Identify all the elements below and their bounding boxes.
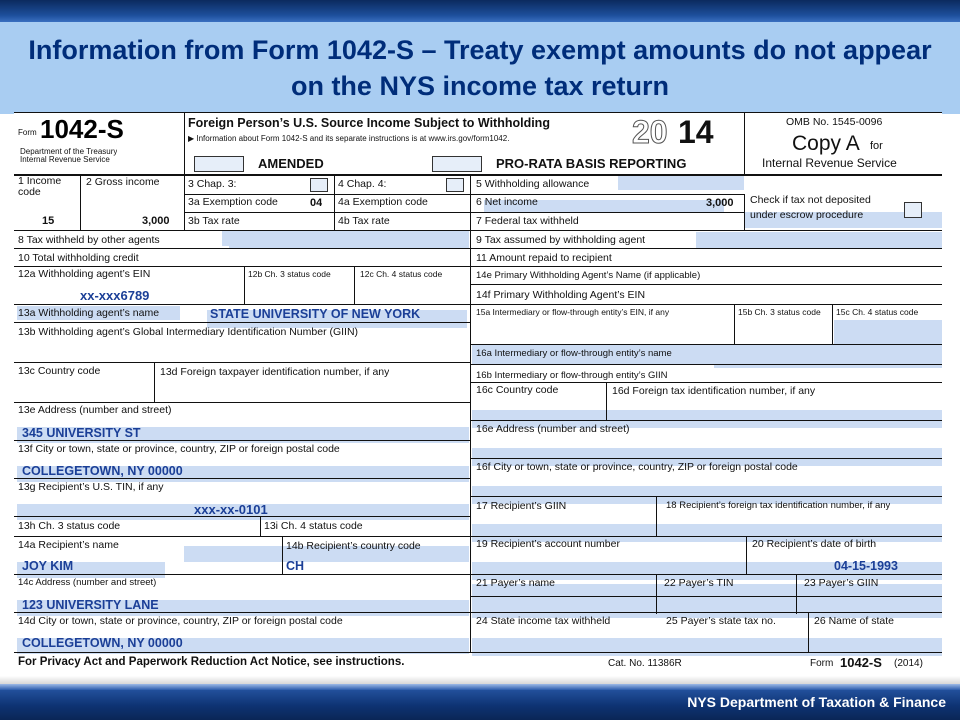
amended-label: AMENDED	[258, 156, 324, 171]
label-18: 18 Recipient’s foreign tax identification number, if any	[666, 500, 891, 511]
slide-title-bar	[0, 22, 960, 114]
privacy-notice: For Privacy Act and Paperwork Reduction Act Notice, see instructions.	[18, 656, 405, 668]
label-4b: 4b Tax rate	[338, 215, 390, 227]
value-3a: 04	[310, 197, 323, 209]
label-23: 23 Payer’s GIIN	[804, 577, 879, 589]
label-14a: 14a Recipient’s name	[18, 539, 119, 551]
value-net-income: 3,000	[706, 197, 734, 209]
label-15b: 15b Ch. 3 status code	[738, 307, 821, 317]
label-13b: 13b Withholding agent’s Global Intermediary Identification Number (GIIN)	[18, 326, 359, 338]
label-26: 26 Name of state	[814, 615, 894, 627]
value-agent-name: STATE UNIVERSITY OF NEW YORK	[210, 307, 421, 321]
label-22: 22 Payer’s TIN	[664, 577, 734, 589]
label-5: 5 Withholding allowance	[476, 178, 590, 190]
label-20: 20 Recipient’s date of birth	[752, 538, 877, 550]
label-4: 4 Chap. 4:	[338, 178, 387, 190]
label-check-2: under escrow procedure	[750, 209, 864, 221]
chap4-checkbox[interactable]	[446, 178, 464, 192]
year-outline: 20	[632, 114, 668, 150]
label-6: 6 Net income	[476, 196, 538, 208]
prorata-checkbox[interactable]	[432, 156, 482, 172]
footer-form-word: Form	[810, 658, 834, 669]
copy-irs: Internal Revenue Service	[762, 156, 897, 170]
label-13h: 13h Ch. 3 status code	[18, 520, 121, 532]
label-check-1: Check if tax not deposited	[750, 194, 871, 206]
value-agent-address: 345 UNIVERSITY ST	[22, 426, 141, 440]
label-17: 17 Recipient’s GIIN	[476, 500, 567, 512]
label-15c: 15c Ch. 4 status code	[836, 307, 919, 317]
label-21: 21 Payer’s name	[476, 577, 555, 589]
amended-checkbox[interactable]	[194, 156, 244, 172]
escrow-checkbox[interactable]	[904, 202, 922, 218]
label-13i: 13i Ch. 4 status code	[264, 520, 363, 532]
label-7: 7 Federal tax withheld	[476, 215, 579, 227]
label-25: 25 Payer’s state tax no.	[666, 615, 776, 627]
footer-form-year: (2014)	[894, 658, 923, 669]
value-recipient-country: CH	[286, 559, 305, 573]
omb-number: OMB No. 1545-0096	[786, 116, 883, 128]
prorata-label: PRO-RATA BASIS REPORTING	[496, 156, 687, 171]
form-title: Foreign Person’s U.S. Source Income Subject to Withholding	[188, 116, 550, 130]
value-gross-income: 3,000	[142, 215, 170, 227]
form-1042s	[14, 112, 942, 674]
label-16c: 16c Country code	[476, 384, 559, 396]
copy-a: Copy A	[792, 132, 860, 155]
value-recipient-address: 123 UNIVERSITY LANE	[22, 598, 159, 612]
value-recipient-tin: xxx-xx-0101	[194, 502, 268, 517]
label-3b: 3b Tax rate	[188, 215, 240, 227]
label-14e: 14e Primary Withholding Agent’s Name (if applicable)	[476, 270, 701, 281]
label-12b: 12b Ch. 3 status code	[248, 269, 331, 279]
label-14d: 14d City or town, state or province, country, ZIP or foreign postal code	[18, 615, 343, 627]
chap3-checkbox[interactable]	[310, 178, 328, 192]
form-number: 1042-S	[40, 114, 124, 144]
dept-line1: Department of the Treasury	[20, 148, 118, 156]
slide-title: Information from Form 1042-S – Treaty exempt amounts do not appear on the NYS income tax return	[28, 35, 932, 101]
value-recipient-name: JOY KIM	[22, 559, 74, 573]
info-line: ▶ Information about Form 1042-S and its separate instructions is at www.irs.gov/form1042.	[188, 134, 510, 143]
label-13a: 13a Withholding agent’s name	[18, 307, 160, 319]
label-1: 1 Income code	[18, 176, 62, 198]
label-16b: 16b Intermediary or flow-through entity’s GIIN	[476, 370, 668, 381]
label-24: 24 State income tax withheld	[476, 615, 611, 627]
label-14c: 14c Address (number and street)	[18, 577, 157, 588]
value-agent-ein: xx-xxx6789	[80, 288, 150, 303]
label-14b: 14b Recipient’s country code	[286, 540, 421, 552]
label-4a: 4a Exemption code	[338, 196, 428, 208]
label-13c: 13c Country code	[18, 365, 101, 377]
label-10: 10 Total withholding credit	[18, 252, 139, 264]
label-13f: 13f City or town, state or province, country, ZIP or foreign postal code	[18, 443, 340, 455]
department-name: NYS Department of Taxation & Finance	[687, 694, 946, 710]
bottom-banner	[0, 684, 960, 720]
label-12c: 12c Ch. 4 status code	[360, 269, 443, 279]
label-15a: 15a Intermediary or flow-through entity’s EIN, if any	[476, 307, 670, 317]
top-banner	[0, 0, 960, 22]
label-16a: 16a Intermediary or flow-through entity’s name	[476, 348, 672, 359]
value-recipient-dob: 04-15-1993	[834, 559, 898, 573]
label-16d: 16d Foreign tax identification number, if any	[612, 385, 816, 397]
form-word: Form	[18, 128, 37, 137]
cat-number: Cat. No. 11386R	[608, 658, 682, 669]
value-agent-city: COLLEGETOWN, NY 00000	[22, 464, 183, 478]
label-2: 2 Gross income	[86, 176, 160, 188]
label-3a: 3a Exemption code	[188, 196, 278, 208]
footer-form-number: 1042-S	[840, 655, 882, 670]
label-9: 9 Tax assumed by withholding agent	[476, 234, 646, 246]
dept-line2: Internal Revenue Service	[20, 156, 110, 164]
label-12a: 12a Withholding agent’s EIN	[18, 268, 151, 280]
label-16f: 16f City or town, state or province, country, ZIP or foreign postal code	[476, 461, 798, 473]
label-16e: 16e Address (number and street)	[476, 423, 630, 435]
label-13e: 13e Address (number and street)	[18, 404, 172, 416]
label-14f: 14f Primary Withholding Agent’s EIN	[476, 289, 646, 301]
label-11: 11 Amount repaid to recipient	[476, 252, 612, 264]
label-3: 3 Chap. 3:	[188, 178, 237, 190]
label-8: 8 Tax withheld by other agents	[18, 234, 160, 246]
label-19: 19 Recipient’s account number	[476, 538, 620, 550]
copy-for: for	[870, 140, 883, 152]
label-13g: 13g Recipient’s U.S. TIN, if any	[18, 481, 164, 493]
value-income-code: 15	[42, 215, 55, 227]
year-bold: 14	[678, 114, 714, 150]
label-13d: 13d Foreign taxpayer identification number, if any	[160, 366, 390, 378]
value-recipient-city: COLLEGETOWN, NY 00000	[22, 636, 183, 650]
